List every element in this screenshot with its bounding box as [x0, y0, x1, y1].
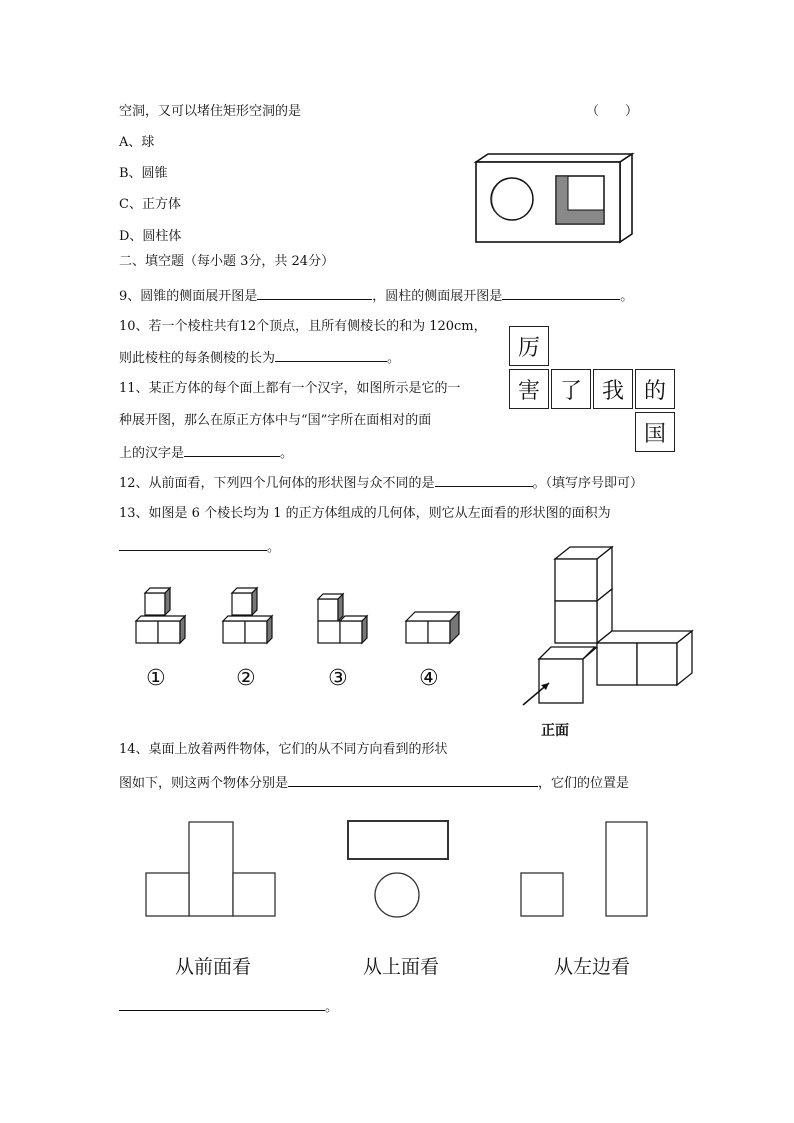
front-label: 正面	[541, 723, 569, 739]
net-cell: 国	[635, 412, 675, 452]
q8-option-c: C、正方体	[119, 197, 181, 212]
solid-label-1: ①	[146, 666, 166, 691]
q13-cube-figure	[515, 545, 700, 710]
q12-solids-figure	[130, 585, 470, 647]
q11-line3	[119, 443, 293, 463]
q14-answer-line	[119, 997, 338, 1017]
q9-question	[119, 286, 633, 306]
q12-text: 12、从前面看，下列四个几何体的形状图与众不同的是	[119, 476, 435, 491]
q14-line1: 14、桌面上放着两件物体，它们的从不同方向看到的形状	[119, 742, 448, 757]
q14-line2	[119, 773, 629, 793]
q10-line2	[119, 348, 400, 368]
net-cell: 厉	[509, 326, 549, 366]
q11-blank[interactable]	[184, 443, 280, 457]
solid-label-3: ③	[328, 666, 348, 691]
view-caption-left: 从左边看	[554, 956, 631, 978]
net-cell: 我	[593, 369, 633, 409]
q13-text: 13、如图是 6 个棱长均为 1 的正方体组成的几何体，则它从左面看的形状图的面积为	[119, 506, 611, 521]
q9-end: 。	[620, 289, 634, 304]
q8-option-a: A、球	[119, 135, 155, 150]
q12-blank[interactable]	[435, 473, 533, 487]
solid-label-2: ②	[236, 666, 256, 691]
q9-part1: 9、圆锥的侧面展开图是	[119, 289, 258, 304]
q11-line2: 种展开图，那么在原正方体中与“国”字所在面相对的面	[119, 413, 432, 428]
board-with-holes-figure	[470, 150, 640, 248]
q11-end: 。	[280, 446, 294, 461]
q10-end: 。	[387, 351, 401, 366]
q9-blank-2[interactable]	[502, 286, 620, 300]
net-cell: 的	[635, 369, 675, 409]
q13-blank[interactable]	[119, 537, 267, 551]
q13-answer-line	[119, 537, 280, 557]
q10-blank[interactable]	[275, 348, 387, 362]
section-title: 二、填空题（每小题 3分，共 24分）	[119, 254, 335, 269]
q8-option-d: D、圆柱体	[119, 229, 182, 244]
q11-line1: 11、某正方体的每个面上都有一个汉字，如图所示是它的一	[119, 381, 461, 396]
q8-option-b: B、圆锥	[119, 166, 168, 181]
view-caption-top: 从上面看	[363, 956, 440, 978]
q8-answer-paren: （ ）	[586, 104, 639, 119]
q9-part2: ，圆柱的侧面展开图是	[372, 289, 503, 304]
q14-blank-1[interactable]	[288, 773, 538, 787]
q8-stem: 空洞，又可以堵住矩形空洞的是	[119, 104, 302, 119]
q12-end: 。（填写序号即可）	[532, 476, 644, 491]
q14-line2a: 图如下，则这两个物体分别是	[119, 776, 289, 791]
q14-blank-2[interactable]	[119, 997, 325, 1011]
q9-blank-1[interactable]	[257, 286, 372, 300]
view-caption-front: 从前面看	[175, 956, 252, 978]
q14-line2b: ，它们的位置是	[538, 776, 630, 791]
q10-line2-text: 则此棱柱的每条侧棱的长为	[119, 351, 276, 366]
q13-end: 。	[267, 540, 281, 555]
q12-question	[119, 473, 643, 493]
three-views-figure	[140, 815, 660, 925]
q10-line1: 10、若一个棱柱共有12个顶点，且所有侧棱长的和为 120cm，	[119, 319, 487, 334]
q11-line3-text: 上的汉字是	[119, 446, 185, 461]
net-cell: 了	[551, 369, 591, 409]
net-cell: 害	[509, 369, 549, 409]
solid-label-4: ④	[419, 666, 439, 691]
q14-end: 。	[325, 1000, 339, 1015]
